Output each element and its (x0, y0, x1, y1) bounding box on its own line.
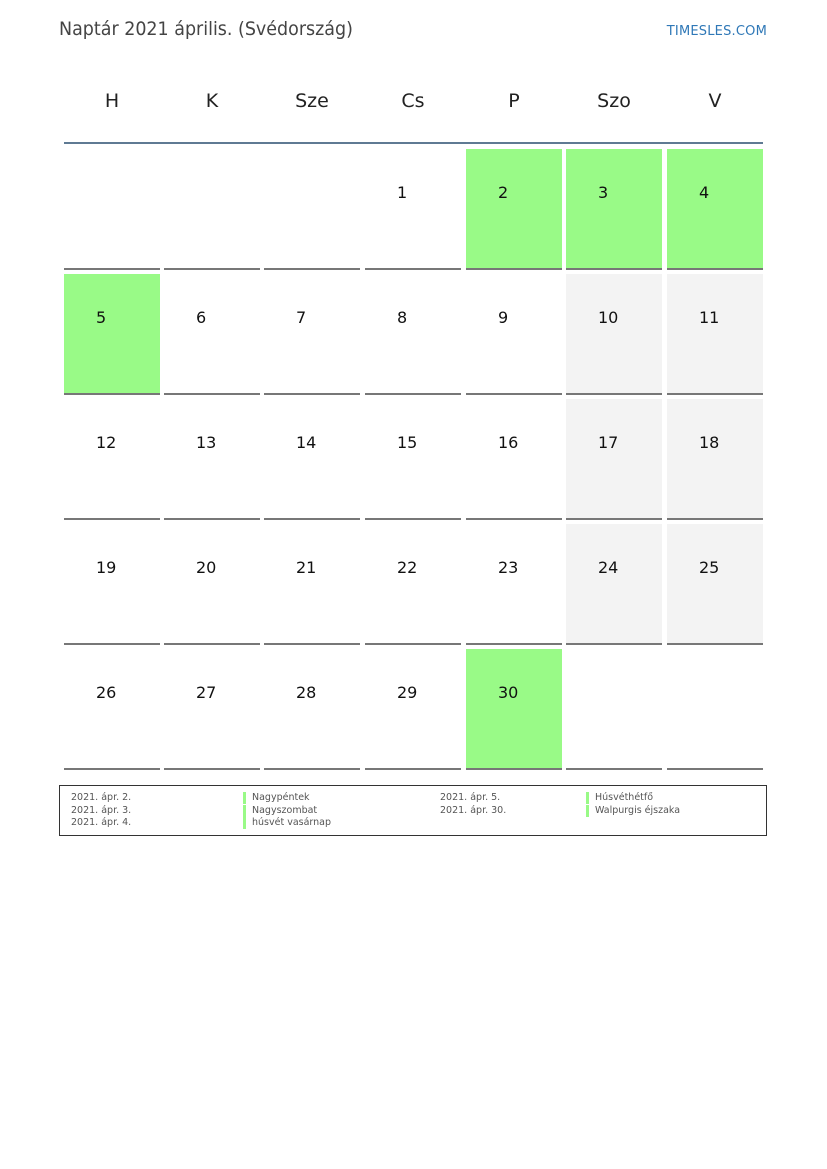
day-cell (566, 274, 662, 395)
day-number: 5 (96, 308, 107, 327)
day-cell (164, 399, 260, 520)
day-number: 27 (196, 683, 217, 702)
day-number: 14 (296, 433, 317, 452)
empty-day-cell (566, 649, 662, 770)
day-cell (466, 399, 562, 520)
day-cell (64, 524, 160, 645)
day-number: 17 (598, 433, 619, 452)
weekday-label: Szo (597, 90, 631, 112)
holiday-legend (59, 785, 767, 836)
day-cell (164, 649, 260, 770)
day-number: 11 (699, 308, 720, 327)
day-number: 4 (699, 183, 710, 202)
day-number: 26 (96, 683, 117, 702)
day-number: 1 (397, 183, 408, 202)
day-cell (667, 524, 763, 645)
weekday-label: H (104, 90, 120, 112)
holiday-name: Walpurgis éjszaka (586, 805, 680, 817)
day-number: 13 (196, 433, 217, 452)
day-cell (264, 274, 360, 395)
day-cell (64, 399, 160, 520)
day-cell (365, 274, 461, 395)
holiday-name: Nagypéntek (243, 792, 310, 804)
day-number: 3 (598, 183, 609, 202)
header-divider (64, 142, 763, 144)
day-cell (264, 524, 360, 645)
day-cell (264, 649, 360, 770)
day-cell (566, 524, 662, 645)
holiday-date: 2021. ápr. 30. (440, 804, 507, 816)
day-cell (365, 149, 461, 270)
day-number: 10 (598, 308, 619, 327)
day-number: 12 (96, 433, 117, 452)
day-cell (566, 149, 662, 270)
day-number: 25 (699, 558, 720, 577)
empty-day-cell (667, 649, 763, 770)
day-cell (64, 274, 160, 395)
day-cell (566, 399, 662, 520)
weekday-label: K (205, 90, 219, 112)
holiday-date: 2021. ápr. 3. (71, 804, 132, 816)
day-number: 23 (498, 558, 519, 577)
day-cell (365, 399, 461, 520)
day-cell (365, 649, 461, 770)
day-number: 18 (699, 433, 720, 452)
day-cell (466, 524, 562, 645)
holiday-date: 2021. ápr. 5. (440, 792, 501, 803)
day-cell (164, 524, 260, 645)
weekday-header-row (64, 90, 763, 120)
day-cell (667, 149, 763, 270)
day-number: 2 (498, 183, 509, 202)
day-number: 28 (296, 683, 317, 702)
empty-day-cell (64, 149, 160, 270)
holiday-name: húsvét vasárnap (243, 817, 331, 829)
day-number: 6 (196, 308, 207, 327)
day-number: 22 (397, 558, 418, 577)
brand-link[interactable]: TIMESLES.COM (666, 24, 767, 39)
page-title: Naptár 2021 április. (Svédország) (59, 18, 353, 40)
day-number: 9 (498, 308, 509, 327)
day-cell (64, 649, 160, 770)
day-number: 30 (498, 683, 519, 702)
day-number: 7 (296, 308, 307, 327)
day-cell (365, 524, 461, 645)
day-cell (667, 274, 763, 395)
empty-day-cell (164, 149, 260, 270)
day-number: 20 (196, 558, 217, 577)
empty-day-cell (264, 149, 360, 270)
weekday-label: Sze (295, 90, 329, 112)
day-number: 16 (498, 433, 519, 452)
calendar-grid (64, 149, 764, 774)
holiday-name: Húsvéthétfő (586, 792, 653, 804)
day-cell (264, 399, 360, 520)
holiday-date: 2021. ápr. 4. (71, 817, 132, 828)
day-number: 15 (397, 433, 418, 452)
day-number: 8 (397, 308, 408, 327)
day-cell (466, 649, 562, 770)
holiday-date: 2021. ápr. 2. (71, 792, 132, 803)
weekday-label: V (708, 90, 722, 112)
day-cell (466, 274, 562, 395)
holiday-name: Nagyszombat (243, 805, 317, 817)
day-cell (466, 149, 562, 270)
weekday-label: P (508, 90, 520, 112)
day-number: 29 (397, 683, 418, 702)
day-number: 24 (598, 558, 619, 577)
day-number: 19 (96, 558, 117, 577)
day-number: 21 (296, 558, 317, 577)
day-cell (667, 399, 763, 520)
weekday-label: Cs (401, 90, 425, 112)
day-cell (164, 274, 260, 395)
